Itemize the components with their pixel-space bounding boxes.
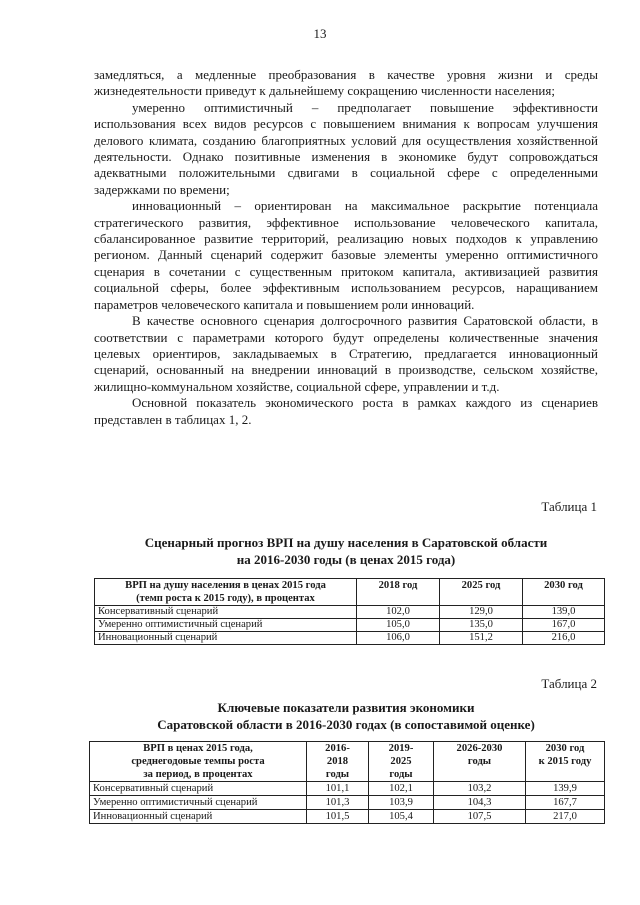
table-2-header-2019-2025-line-2: 2025 <box>390 756 412 767</box>
cell-value: 167,7 <box>526 796 605 810</box>
table-2-label: Таблица 2 <box>541 676 597 691</box>
table-1-title-line-1: Сценарный прогноз ВРП на душу населения в Саратовской области <box>144 535 548 550</box>
row-name: Консервативный сценарий <box>95 606 357 619</box>
table-2-header-2026-2030-line-2: годы <box>467 756 492 767</box>
cell-value: 101,5 <box>307 810 369 824</box>
cell-value: 167,0 <box>523 619 605 632</box>
table-1-header-2030: 2030 год <box>523 579 605 606</box>
table-2-header-2019-2025 <box>369 742 434 782</box>
table-1-header-2025: 2025 год <box>440 579 523 606</box>
table-row <box>95 632 605 645</box>
table-2-header-2030-vs-2015-line-1: 2030 год <box>545 743 585 754</box>
table-2-header-indicator <box>90 742 307 782</box>
cell-value: 107,5 <box>434 810 526 824</box>
row-name: Умеренно оптимистичный сценарий <box>95 619 357 632</box>
table-2-header-2016-2018-line-2: 2018 <box>326 756 349 767</box>
table-2-header-2026-2030 <box>434 742 526 782</box>
body-text <box>94 67 598 428</box>
table-2-header-indicator-line-2: среднегодовые темпы роста <box>131 756 265 767</box>
table-2-header-2019-2025-line-1: 2019- <box>388 743 414 754</box>
paragraph-moderate-scenario: умеренно оптимистичный – предполагает повышение эффективности использования всех видов ресурсов с повышением внимания к вопросам улучшения делового климата, созданию благоприятных условий для осуществления хозяйственной деятельности. Однако позитивные изменения в экономике будут сопровождаться адекватными положительными сдвигами в социальной сфере с определенными задержками по времени; <box>94 99 598 197</box>
cell-value: 105,4 <box>369 810 434 824</box>
table-2 <box>89 741 605 824</box>
cell-value: 139,0 <box>523 606 605 619</box>
cell-value: 102,0 <box>357 606 440 619</box>
cell-value: 101,3 <box>307 796 369 810</box>
row-name: Инновационный сценарий <box>95 632 357 645</box>
page-number: 13 <box>313 26 327 41</box>
cell-value: 106,0 <box>357 632 440 645</box>
cell-value: 217,0 <box>526 810 605 824</box>
table-2-header-2030-vs-2015-line-2: к 2015 году <box>538 756 592 767</box>
table-row <box>95 606 605 619</box>
paragraph-main-scenario: В качестве основного сценария долгосрочного развития Саратовской области, в соответствии с параметрами которого будут определены количественные значения целевых ориентиров, закладываемых в Стратегию, предлагается инновационный сценарий, основанный на внедрении инноваций в производстве, сельском хозяйстве, жилищно-коммунальном хозяйстве, социальной сфере, управлении и т.д. <box>94 313 598 394</box>
table-1 <box>94 578 605 645</box>
table-2-header-2019-2025-line-3: годы <box>389 769 413 780</box>
cell-value: 103,2 <box>434 782 526 796</box>
table-row <box>90 782 605 796</box>
cell-value: 103,9 <box>369 796 434 810</box>
cell-value: 104,3 <box>434 796 526 810</box>
paragraph-tables-intro: Основной показатель экономического роста в рамках каждого из сценариев представлен в таблицах 1, 2. <box>94 395 598 427</box>
table-2-header-row <box>90 742 605 782</box>
cell-value: 101,1 <box>307 782 369 796</box>
cell-value: 105,0 <box>357 619 440 632</box>
cell-value: 216,0 <box>523 632 605 645</box>
table-2-title-line-1: Ключевые показатели развития экономики <box>217 700 475 715</box>
table-2-header-2016-2018 <box>307 742 369 782</box>
paragraph-innovative-scenario: инновационный – ориентирован на максимальное раскрытие потенциала стратегического развития, эффективное использование человеческого капитала, сбалансированное развитие территорий, реализацию новых подходов к управлению регионом. Данный сценарий содержит базовые элементы умеренно оптимистичного сценария в сочетании с существенным притоком капитала, активизацией развития социальной сферы, более эффективным использованием ресурсов, наращиванием параметров человеческого капитала и повышением роли инноваций. <box>94 198 598 312</box>
table-row <box>90 810 605 824</box>
table-2-title <box>94 699 598 733</box>
cell-value: 135,0 <box>440 619 523 632</box>
table-row <box>95 619 605 632</box>
table-1-header-indicator <box>95 579 357 606</box>
cell-value: 151,2 <box>440 632 523 645</box>
cell-value: 129,0 <box>440 606 523 619</box>
table-1-header-2018: 2018 год <box>357 579 440 606</box>
table-2-header-2016-2018-line-3: годы <box>325 769 350 780</box>
cell-value: 102,1 <box>369 782 434 796</box>
row-name: Умеренно оптимистичный сценарий <box>90 796 307 810</box>
table-2-header-indicator-line-1: ВРП в ценах 2015 года, <box>143 743 253 754</box>
table-1-header-indicator-line-2: (темп роста к 2015 году), в процентах <box>136 593 315 604</box>
table-1-label: Таблица 1 <box>541 499 597 514</box>
row-name: Инновационный сценарий <box>90 810 307 824</box>
table-1-title-line-2: на 2016-2030 годы (в ценах 2015 года) <box>236 552 456 567</box>
paragraph-conservative-end: замедляться, а медленные преобразования в качестве уровня жизни и среды жизнедеятельности приведут к дальнейшему сокращению численности населения; <box>94 67 598 99</box>
table-2-header-2026-2030-line-1: 2026-2030 <box>456 743 503 754</box>
row-name: Консервативный сценарий <box>90 782 307 796</box>
table-2-header-2016-2018-line-1: 2016- <box>325 743 350 754</box>
table-row <box>90 796 605 810</box>
table-2-header-2030-vs-2015 <box>526 742 605 782</box>
table-1-header-row <box>95 579 605 606</box>
table-2-title-line-2: Саратовской области в 2016-2030 годах (в сопоставимой оценке) <box>157 717 535 732</box>
cell-value: 139,9 <box>526 782 605 796</box>
table-1-title <box>94 534 598 568</box>
table-2-header-indicator-line-3: за период, в процентах <box>143 769 253 780</box>
table-1-header-indicator-line-1: ВРП на душу населения в ценах 2015 года <box>125 580 326 591</box>
